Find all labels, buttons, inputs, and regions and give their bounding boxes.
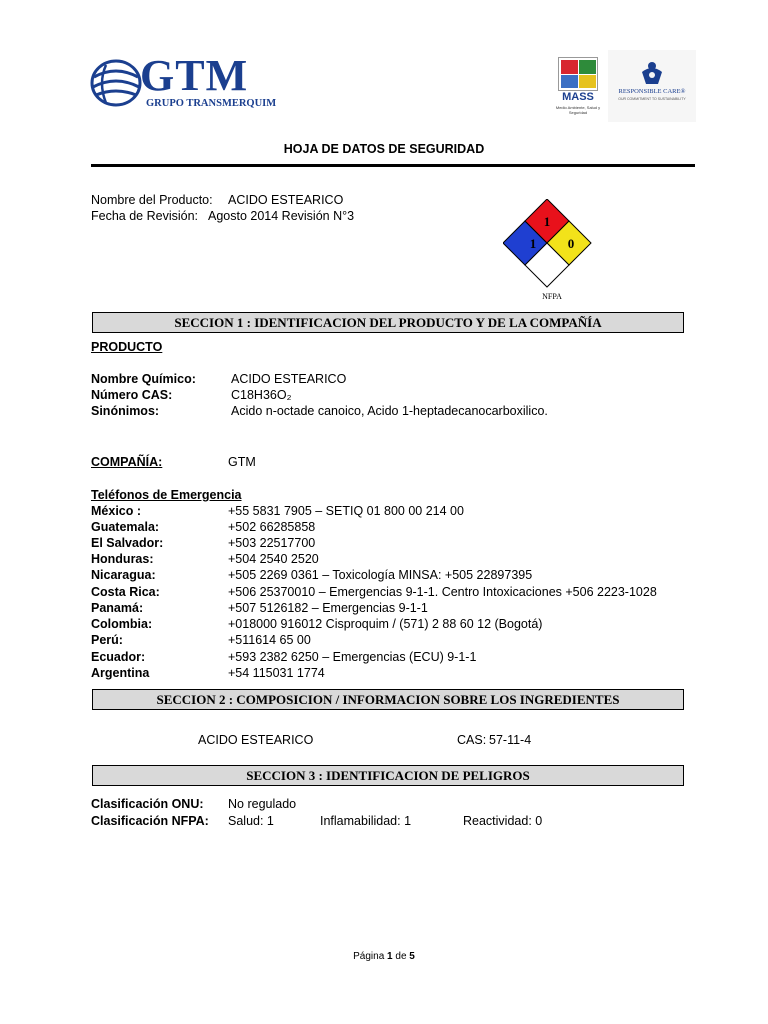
phone-number: +502 66285858 (228, 520, 316, 534)
phone-number: +505 2269 0361 – Toxicología MINSA: +505 22897395 (228, 568, 533, 582)
phone-number: +55 5831 7905 – SETIQ 01 800 00 214 00 (228, 504, 464, 518)
rc-caption: OUR COMMITMENT TO SUSTAINABILITY (618, 97, 686, 101)
phone-number: +54 115031 1774 (228, 666, 325, 680)
nfpa-flammability-text: Inflamabilidad: 1 (320, 814, 412, 828)
page-word: Página (353, 951, 385, 962)
page-current: 1 (387, 951, 393, 962)
title-divider (91, 164, 695, 167)
nfpa-health-value: 1 (529, 236, 537, 251)
synonyms-value: Acido n-octade canoico, Acido 1-heptadecanocarboxilico. (231, 404, 548, 418)
phone-number: +503 22517700 (228, 536, 316, 550)
section-3-header: SECCION 3 : IDENTIFICACION DE PELIGROS (92, 765, 684, 786)
phone-country: Perú: (91, 633, 123, 647)
chem-name: ACIDO ESTEARICO (231, 372, 347, 386)
chem-name-label: Nombre Químico: (91, 372, 196, 386)
responsible-care-logo (608, 50, 696, 122)
ingredient-cas-label: CAS: (457, 733, 487, 747)
globe-icon (88, 57, 144, 109)
producto-heading: PRODUCTO (91, 340, 163, 354)
cas-label: Número CAS: (91, 388, 173, 402)
nfpa-reactivity-text: Reactividad: 0 (463, 814, 543, 828)
company-label: COMPAÑÍA: (91, 455, 163, 469)
phone-number: +511614 65 00 (228, 633, 311, 647)
section-1-header: SECCION 1 : IDENTIFICACION DEL PRODUCTO Y DE LA COMPAÑÍA (92, 312, 684, 333)
phone-number: +507 5126182 – Emergencias 9-1-1 (228, 601, 428, 615)
page-footer (0, 951, 768, 962)
phone-number: +593 2382 6250 – Emergencias (ECU) 9-1-1 (228, 650, 477, 664)
phone-country: Guatemala: (91, 520, 160, 534)
gtm-logo (88, 51, 277, 113)
company-value: GTM (228, 455, 256, 469)
phone-number: +506 25370010 – Emergencias 9-1-1. Centro Intoxicaciones +506 2223-1028 (228, 585, 657, 599)
logo-name: GTM (140, 51, 249, 100)
phone-country: Argentina (91, 666, 150, 680)
mass-logo (556, 57, 600, 117)
nfpa-caption: NFPA (542, 292, 562, 301)
mass-emblem (558, 57, 598, 91)
nfpa-reactivity-value: 0 (567, 236, 575, 251)
phone-country: Honduras: (91, 552, 154, 566)
phone-country: Panamá: (91, 601, 144, 615)
cas-value: C18H36O₂ (231, 388, 292, 402)
product-name: ACIDO ESTEARICO (228, 193, 344, 207)
phone-country: Ecuador: (91, 650, 146, 664)
page-total: 5 (409, 951, 415, 962)
emergency-phones-heading: Teléfonos de Emergencia (91, 488, 242, 502)
synonyms-label: Sinónimos: (91, 404, 160, 418)
phone-country: Colombia: (91, 617, 153, 631)
nfpa-diamond (503, 199, 593, 289)
nfpa-health-text: Salud: 1 (228, 814, 274, 828)
product-name-label: Nombre del Producto: (91, 193, 213, 207)
phone-country: México : (91, 504, 142, 518)
revision-label: Fecha de Revisión: (91, 209, 199, 223)
phone-country: El Salvador: (91, 536, 164, 550)
logo-subtitle: GRUPO TRANSMERQUIM (146, 98, 277, 109)
page-of-word: de (395, 951, 407, 962)
nfpa-flammability-value: 1 (543, 214, 551, 229)
phone-number: +018000 916012 Cisproquim / (571) 2 88 60 12 (Bogotá) (228, 617, 543, 631)
nfpa-classification-label: Clasificación NFPA: (91, 814, 209, 828)
revision-value: Agosto 2014 Revisión N°3 (208, 209, 355, 223)
section-2-header: SECCION 2 : COMPOSICION / INFORMACION SOBRE LOS INGREDIENTES (92, 689, 684, 710)
ingredient-name: ACIDO ESTEARICO (198, 733, 314, 747)
onu-classification-label: Clasificación ONU: (91, 797, 204, 811)
ingredient-cas-number: 57-11-4 (489, 733, 532, 747)
document-title: HOJA DE DATOS DE SEGURIDAD (283, 142, 485, 156)
onu-classification-value: No regulado (228, 797, 297, 811)
rc-label: RESPONSIBLE CARE® (618, 88, 686, 95)
phone-country: Nicaragua: (91, 568, 156, 582)
mass-caption: Medio Ambiente, Salud y Seguridad (555, 105, 601, 115)
phone-country: Costa Rica: (91, 585, 160, 599)
mass-label: MASS (562, 91, 594, 103)
hands-icon (638, 60, 666, 86)
phone-number: +504 2540 2520 (228, 552, 319, 566)
